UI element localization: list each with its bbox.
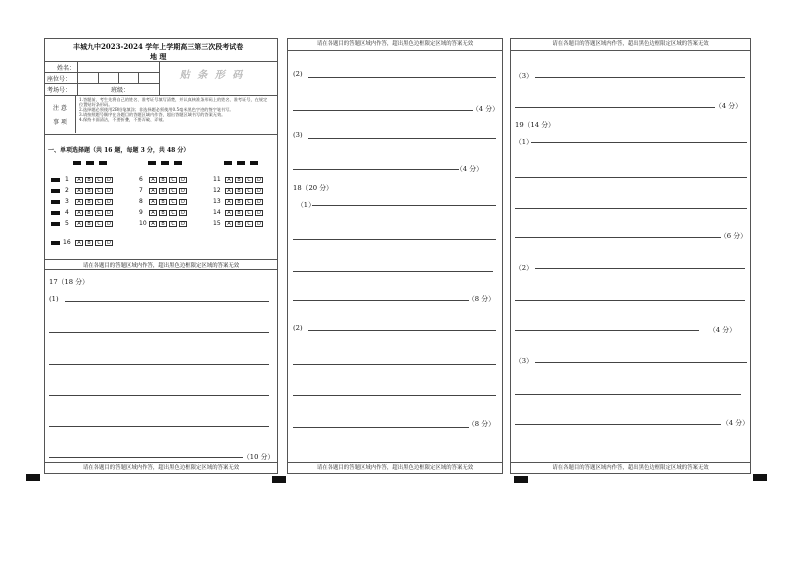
option-bubble-c[interactable]: C xyxy=(245,188,253,194)
answer-line[interactable] xyxy=(308,138,496,139)
option-bubble-c[interactable]: C xyxy=(95,210,103,216)
answer-line[interactable] xyxy=(535,77,745,78)
option-bubble-b[interactable]: B xyxy=(159,188,167,194)
option-bubble-d[interactable]: D xyxy=(255,199,263,205)
position-mark xyxy=(272,476,286,483)
option-bubble-c[interactable]: C xyxy=(169,199,177,205)
class-field[interactable] xyxy=(133,83,159,95)
answer-line[interactable] xyxy=(515,394,741,395)
question-number: 13 xyxy=(213,198,221,205)
answer-line[interactable] xyxy=(308,330,496,331)
position-mark xyxy=(514,476,528,483)
option-bubble-b[interactable]: B xyxy=(159,210,167,216)
answer-line[interactable] xyxy=(293,239,496,240)
col3-part3-score: （4 分） xyxy=(715,102,742,110)
q18-title: 18（20 分） xyxy=(293,184,333,192)
answer-line[interactable] xyxy=(293,300,469,301)
option-bubble-a[interactable]: A xyxy=(149,221,157,227)
notice-col1-bottom: 请在各题目的答题区域内作答，超出黑色边框限定区域的答案无效 xyxy=(45,462,277,473)
option-bubble-a[interactable]: A xyxy=(225,199,233,205)
option-bubble-b[interactable]: B xyxy=(235,210,243,216)
question-number: 2 xyxy=(65,187,69,194)
part3-label: (3) xyxy=(293,131,303,139)
option-bubble-d[interactable]: D xyxy=(179,177,187,183)
q17-title: 17（18 分） xyxy=(49,278,89,286)
option-bubble-a[interactable]: A xyxy=(149,199,157,205)
option-bubble-c[interactable]: C xyxy=(169,188,177,194)
option-bubble-b[interactable]: B xyxy=(85,221,93,227)
answer-line[interactable] xyxy=(515,208,747,209)
option-bubble-a[interactable]: A xyxy=(75,221,83,227)
option-bubble-d[interactable]: D xyxy=(105,240,113,246)
answer-line[interactable] xyxy=(515,237,721,238)
option-bubble-a[interactable]: A xyxy=(225,188,233,194)
notes-label-2: 事 项 xyxy=(53,119,67,126)
question-number: 6 xyxy=(139,176,143,183)
question-number: 7 xyxy=(139,187,143,194)
row-mark xyxy=(51,222,60,226)
col3-part3-label: （3） xyxy=(515,72,533,80)
answer-line[interactable] xyxy=(293,169,459,170)
option-bubble-b[interactable]: B xyxy=(85,210,93,216)
notice-col2-top: 请在各题目的答题区域内作答，超出黑色边框限定区域的答案无效 xyxy=(288,39,502,51)
option-bubble-c[interactable]: C xyxy=(95,188,103,194)
q19-title: 19（14 分） xyxy=(515,121,555,129)
option-bubble-c[interactable]: C xyxy=(169,221,177,227)
answer-line[interactable] xyxy=(65,301,269,302)
barcode-area xyxy=(175,65,249,87)
option-bubble-d[interactable]: D xyxy=(105,177,113,183)
question-number: 5 xyxy=(65,220,69,227)
q18-part2-label: (2) xyxy=(293,324,303,332)
option-bubble-a[interactable]: A xyxy=(75,188,83,194)
q19-score1: （6 分） xyxy=(720,232,747,240)
answer-line[interactable] xyxy=(515,300,745,301)
answer-line[interactable] xyxy=(49,457,243,458)
answer-panel-2 xyxy=(287,38,503,474)
notice-col3-top: 请在各题目的答题区域内作答，超出黑色边框限定区域的答案无效 xyxy=(511,39,750,51)
option-bubble-d[interactable]: D xyxy=(105,199,113,205)
answer-line[interactable] xyxy=(293,110,473,111)
option-bubble-a[interactable]: A xyxy=(149,210,157,216)
option-bubble-d[interactable]: D xyxy=(179,221,187,227)
q19-part2-label: （2） xyxy=(515,264,533,272)
answer-line[interactable] xyxy=(515,177,747,178)
answer-line[interactable] xyxy=(531,142,747,143)
answer-line[interactable] xyxy=(293,395,496,396)
option-bubble-d[interactable]: D xyxy=(255,188,263,194)
notes-label-1: 注 意 xyxy=(53,105,67,112)
q17-part1-label: (1) xyxy=(49,295,59,303)
option-bubble-c[interactable]: C xyxy=(245,210,253,216)
q19-score2: （4 分） xyxy=(709,326,736,334)
option-bubble-b[interactable]: B xyxy=(85,177,93,183)
notice-col1-top: 请在各题目的答题区域内作答，超出黑色边框限定区域的答案无效 xyxy=(82,263,240,269)
option-bubble-c[interactable]: C xyxy=(169,210,177,216)
row-mark xyxy=(51,241,60,245)
question-number: 16 xyxy=(63,239,71,246)
answer-line[interactable] xyxy=(293,271,493,272)
q18-score1: （8 分） xyxy=(468,295,495,303)
option-bubble-a[interactable]: A xyxy=(149,177,157,183)
answer-line[interactable] xyxy=(535,362,747,363)
answer-line[interactable] xyxy=(49,426,269,427)
option-bubble-d[interactable]: D xyxy=(179,199,187,205)
option-bubble-d[interactable]: D xyxy=(255,177,263,183)
part3-score: （4 分） xyxy=(456,165,483,173)
question-number: 9 xyxy=(139,209,143,216)
option-bubble-c[interactable]: C xyxy=(95,199,103,205)
question-number: 15 xyxy=(213,220,221,227)
name-label: 姓名： xyxy=(57,65,76,72)
q17-score1: （10 分） xyxy=(243,453,275,461)
option-bubble-d[interactable]: D xyxy=(179,210,187,216)
note-2: 2.选择题必须使用2B铅笔填涂；非选择题必须使用0.5毫米黑色字迹的签字笔书写。 xyxy=(79,107,234,112)
answer-line[interactable] xyxy=(49,364,269,365)
question-number: 10 xyxy=(139,220,147,227)
row-mark xyxy=(51,178,60,182)
position-mark xyxy=(753,474,767,481)
row-mark xyxy=(51,200,60,204)
option-bubble-a[interactable]: A xyxy=(75,240,83,246)
question-number: 3 xyxy=(65,198,69,205)
room-field[interactable] xyxy=(77,83,108,95)
option-bubble-c[interactable]: C xyxy=(95,240,103,246)
q18-part1-label: （1） xyxy=(297,201,315,209)
question-number: 4 xyxy=(65,209,69,216)
option-bubble-c[interactable]: C xyxy=(245,199,253,205)
seat-field[interactable] xyxy=(77,72,160,83)
option-bubble-b[interactable]: B xyxy=(85,188,93,194)
option-bubble-d[interactable]: D xyxy=(105,221,113,227)
option-bubble-d[interactable]: D xyxy=(255,221,263,227)
part2-label: (2) xyxy=(293,70,303,78)
option-bubble-b[interactable]: B xyxy=(235,199,243,205)
answer-line[interactable] xyxy=(515,107,715,108)
notice-col2-bottom: 请在各题目的答题区域内作答，超出黑色边框限定区域的答案无效 xyxy=(288,462,502,473)
row-mark xyxy=(51,211,60,215)
name-field[interactable] xyxy=(77,61,160,72)
notice-col3-bottom: 请在各题目的答题区域内作答，超出黑色边框限定区域的答案无效 xyxy=(511,462,750,473)
question-number: 11 xyxy=(213,176,221,183)
q19-part3-label: （3） xyxy=(515,357,533,365)
question-number: 8 xyxy=(139,198,143,205)
answer-line[interactable] xyxy=(49,332,269,333)
answer-line[interactable] xyxy=(49,395,269,396)
option-bubble-d[interactable]: D xyxy=(255,210,263,216)
option-bubble-a[interactable]: A xyxy=(225,177,233,183)
option-bubble-a[interactable]: A xyxy=(225,221,233,227)
q19-score3: （4 分） xyxy=(722,419,749,427)
answer-line[interactable] xyxy=(515,424,721,425)
answer-panel-1 xyxy=(44,38,278,474)
seat-label: 座位号： xyxy=(47,76,72,83)
answer-line[interactable] xyxy=(293,427,469,428)
answer-line[interactable] xyxy=(515,330,699,331)
option-bubble-b[interactable]: B xyxy=(85,199,93,205)
part2-score: （4 分） xyxy=(472,105,499,113)
option-bubble-b[interactable]: B xyxy=(159,221,167,227)
note-3: 3.请按照题号顺序在各题目的答题区域内作答，超出答题区域书写的答案无效。 xyxy=(79,112,226,117)
option-bubble-b[interactable]: B xyxy=(235,188,243,194)
section1-title: 一、单项选择题（共 16 题，每题 3 分，共 48 分） xyxy=(48,147,190,154)
option-bubble-d[interactable]: D xyxy=(105,188,113,194)
option-bubble-a[interactable]: A xyxy=(75,210,83,216)
exam-subject: 地 理 xyxy=(150,52,167,61)
notes-text xyxy=(79,97,269,122)
option-bubble-d[interactable]: D xyxy=(179,188,187,194)
room-label: 考场号： xyxy=(47,87,72,94)
q19-part1-label: （1） xyxy=(515,138,533,146)
option-bubble-a[interactable]: A xyxy=(75,199,83,205)
option-bubble-c[interactable]: C xyxy=(95,177,103,183)
question-number: 1 xyxy=(65,176,69,183)
option-bubble-c[interactable]: C xyxy=(245,221,253,227)
option-bubble-a[interactable]: A xyxy=(225,210,233,216)
option-bubble-a[interactable]: A xyxy=(149,188,157,194)
answer-line[interactable] xyxy=(312,205,496,206)
answer-line[interactable] xyxy=(535,268,745,269)
class-label: 班级： xyxy=(111,87,130,94)
q18-score2: （8 分） xyxy=(468,420,495,428)
option-bubble-c[interactable]: C xyxy=(245,177,253,183)
answer-panel-3 xyxy=(510,38,751,474)
option-bubble-b[interactable]: B xyxy=(235,221,243,227)
option-bubble-d[interactable]: D xyxy=(105,210,113,216)
option-bubble-b[interactable]: B xyxy=(159,177,167,183)
option-bubble-a[interactable]: A xyxy=(75,177,83,183)
note-1: 1.答题前，考生先将自己的姓名、准考证号填写清楚，并认真核准条形码上的姓名、准考证号，在规定位置贴好条形码。 xyxy=(79,97,268,107)
row-mark xyxy=(51,189,60,193)
question-number: 12 xyxy=(213,187,221,194)
option-bubble-c[interactable]: C xyxy=(169,177,177,183)
option-bubble-b[interactable]: B xyxy=(159,199,167,205)
note-4: 4.保持卡面清洁，不要折叠，不要弄破、弄皱。 xyxy=(79,117,167,122)
option-bubble-b[interactable]: B xyxy=(85,240,93,246)
option-bubble-c[interactable]: C xyxy=(95,221,103,227)
barcode-label: 贴 条 形 码 xyxy=(179,70,245,81)
answer-line[interactable] xyxy=(293,364,496,365)
answer-line[interactable] xyxy=(308,77,496,78)
question-number: 14 xyxy=(213,209,221,216)
exam-title: 丰城九中2023-2024 学年上学期高三第三次段考试卷 xyxy=(73,42,244,51)
position-mark xyxy=(26,474,40,481)
option-bubble-b[interactable]: B xyxy=(235,177,243,183)
